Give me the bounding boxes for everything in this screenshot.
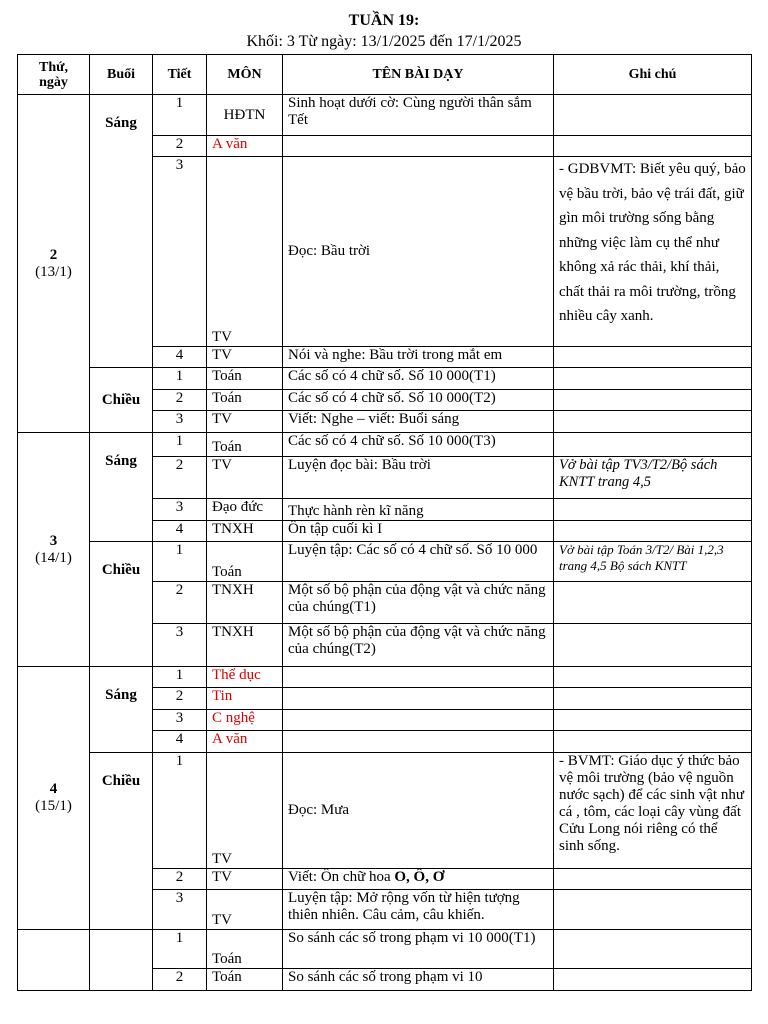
period-cell: 1	[153, 368, 207, 390]
note-cell	[554, 710, 752, 731]
lesson-cell: So sánh các số trong phạm vi 10	[283, 969, 554, 991]
note-cell: - BVMT: Giáo dục ý thức bảo vệ môi trường (bảo vệ nguồn nước sạch) để các sinh vật như cá , tôm, các loại cây vùng đất Cửu Long nói riêng có thể sinh sống.	[554, 753, 752, 869]
lesson-cell: Luyện tập: Mở rộng vốn từ hiện tượng thiên nhiên. Câu cảm, câu khiến.	[283, 890, 554, 930]
period-cell: 2	[153, 969, 207, 991]
period-cell: 3	[153, 157, 207, 347]
subject-cell: TNXH	[207, 582, 283, 624]
session-cell: Chiều	[90, 368, 153, 433]
session-cell: Sáng	[90, 95, 153, 368]
lesson-cell: Sinh hoạt dưới cờ: Cùng người thân sắm Tết	[283, 95, 554, 136]
period-cell: 3	[153, 710, 207, 731]
period-cell: 2	[153, 869, 207, 890]
lesson-cell: Nói và nghe: Bầu trời trong mắt em	[283, 347, 554, 368]
lesson-text: Viết: Ôn chữ hoa	[288, 869, 395, 885]
period-cell: 1	[153, 930, 207, 969]
lesson-bold-letters: O, Ô, Ơ	[394, 869, 445, 885]
subject-cell: C nghệ	[207, 710, 283, 731]
note-cell	[554, 368, 752, 390]
lesson-cell	[283, 869, 554, 890]
day-cell: 4 (15/1)	[18, 667, 90, 930]
note-cell	[554, 499, 752, 521]
subject-cell: Thể dục	[207, 667, 283, 688]
lesson-cell: Ôn tập cuối kì I	[283, 521, 554, 542]
subject-cell: TV	[207, 753, 283, 869]
period-cell: 2	[153, 582, 207, 624]
note-cell	[554, 433, 752, 457]
period-cell: 3	[153, 890, 207, 930]
period-cell: 3	[153, 499, 207, 521]
col-header-note: Ghi chú	[554, 55, 752, 95]
subject-cell: Toán	[207, 969, 283, 991]
col-header-period: Tiết	[153, 55, 207, 95]
note-cell	[554, 969, 752, 991]
subject-cell: A văn	[207, 731, 283, 753]
period-cell: 1	[153, 95, 207, 136]
period-cell: 4	[153, 731, 207, 753]
day-cell: 3 (14/1)	[18, 433, 90, 667]
table-row	[18, 930, 752, 969]
subject-cell: TNXH	[207, 624, 283, 667]
note-cell: Vở bài tập Toán 3/T2/ Bài 1,2,3 trang 4,5 Bộ sách KNTT	[554, 542, 752, 582]
note-cell	[554, 890, 752, 930]
subject-cell: Toán	[207, 433, 283, 457]
subject-cell: TNXH	[207, 521, 283, 542]
session-cell: Sáng	[90, 667, 153, 753]
table-row	[18, 667, 752, 688]
subject-cell: TV	[207, 457, 283, 499]
note-cell	[554, 667, 752, 688]
note-cell	[554, 731, 752, 753]
subject-cell: TV	[207, 347, 283, 368]
session-cell: Chiều	[90, 542, 153, 667]
note-cell	[554, 582, 752, 624]
lesson-cell: Một số bộ phận của động vật và chức năng của chúng(T2)	[283, 624, 554, 667]
subject-cell: Tin	[207, 688, 283, 710]
lesson-cell: Đọc: Bầu trời	[283, 157, 554, 347]
lesson-cell: Một số bộ phận của động vật và chức năng của chúng(T1)	[283, 582, 554, 624]
lesson-cell	[283, 688, 554, 710]
note-cell	[554, 411, 752, 433]
col-header-lesson: TÊN BÀI DẠY	[283, 55, 554, 95]
period-cell: 1	[153, 542, 207, 582]
session-cell	[90, 930, 153, 991]
table-row	[18, 368, 752, 390]
session-cell: Sáng	[90, 433, 153, 542]
period-cell: 2	[153, 457, 207, 499]
subject-cell: TV	[207, 157, 283, 347]
table-row	[18, 433, 752, 457]
lesson-cell: Viết: Nghe – viết: Buổi sáng	[283, 411, 554, 433]
lesson-cell	[283, 667, 554, 688]
subject-cell: TV	[207, 869, 283, 890]
subject-cell: Toán	[207, 542, 283, 582]
period-cell: 3	[153, 411, 207, 433]
period-cell: 2	[153, 136, 207, 157]
subject-cell: TV	[207, 890, 283, 930]
day-cell: 2 (13/1)	[18, 95, 90, 433]
subject-cell: Toán	[207, 390, 283, 411]
session-cell: Chiều	[90, 753, 153, 930]
week-title: TUẦN 19:	[348, 12, 420, 29]
lesson-cell	[283, 710, 554, 731]
note-cell	[554, 869, 752, 890]
subject-cell: A văn	[207, 136, 283, 157]
period-cell: 2	[153, 688, 207, 710]
subject-cell: Đạo đức	[207, 499, 283, 521]
lesson-cell: Các số có 4 chữ số. Số 10 000(T1)	[283, 368, 554, 390]
subject-cell: Toán	[207, 930, 283, 969]
lesson-cell: Thực hành rèn kĩ năng	[283, 499, 554, 521]
note-cell	[554, 136, 752, 157]
lesson-cell: Luyện đọc bài: Bầu trời	[283, 457, 554, 499]
period-cell: 4	[153, 521, 207, 542]
table-row	[18, 542, 752, 582]
table-row	[18, 753, 752, 869]
note-cell	[554, 347, 752, 368]
lesson-cell: So sánh các số trong phạm vi 10 000(T1)	[283, 930, 554, 969]
note-cell	[554, 688, 752, 710]
note-cell: Vở bài tập TV3/T2/Bộ sách KNTT trang 4,5	[554, 457, 752, 499]
col-header-subject: MÔN	[207, 55, 283, 95]
lesson-cell: Các số có 4 chữ số. Số 10 000(T3)	[283, 433, 554, 457]
subject-cell: TV	[207, 411, 283, 433]
subject-cell: HĐTN	[207, 95, 283, 136]
lesson-cell	[283, 136, 554, 157]
lesson-cell: Các số có 4 chữ số. Số 10 000(T2)	[283, 390, 554, 411]
day-cell	[18, 930, 90, 991]
lesson-cell	[283, 731, 554, 753]
period-cell: 4	[153, 347, 207, 368]
note-cell: - GDBVMT: Biết yêu quý, bảo vệ bầu trời, bảo vệ trái đất, giữ gìn môi trường sống bằng những việc làm cụ thể như không xả rác thải, khí thải, chất thải ra môi trường, trồng nhiều cây xanh.	[554, 157, 752, 347]
period-cell: 3	[153, 624, 207, 667]
lesson-cell: Luyện tập: Các số có 4 chữ số. Số 10 000	[283, 542, 554, 582]
week-subtitle: Khối: 3 Từ ngày: 13/1/2025 đến 17/1/2025	[246, 33, 522, 50]
schedule-table	[17, 54, 752, 991]
note-cell	[554, 624, 752, 667]
period-cell: 2	[153, 390, 207, 411]
header-row	[18, 55, 752, 95]
subject-cell: Toán	[207, 368, 283, 390]
note-cell	[554, 95, 752, 136]
col-header-session: Buổi	[90, 55, 153, 95]
note-cell	[554, 930, 752, 969]
period-cell: 1	[153, 753, 207, 869]
col-header-day: Thứ, ngày	[18, 55, 90, 95]
table-row	[18, 95, 752, 136]
period-cell: 1	[153, 667, 207, 688]
note-cell	[554, 521, 752, 542]
note-cell	[554, 390, 752, 411]
lesson-cell: Đọc: Mưa	[283, 753, 554, 869]
period-cell: 1	[153, 433, 207, 457]
